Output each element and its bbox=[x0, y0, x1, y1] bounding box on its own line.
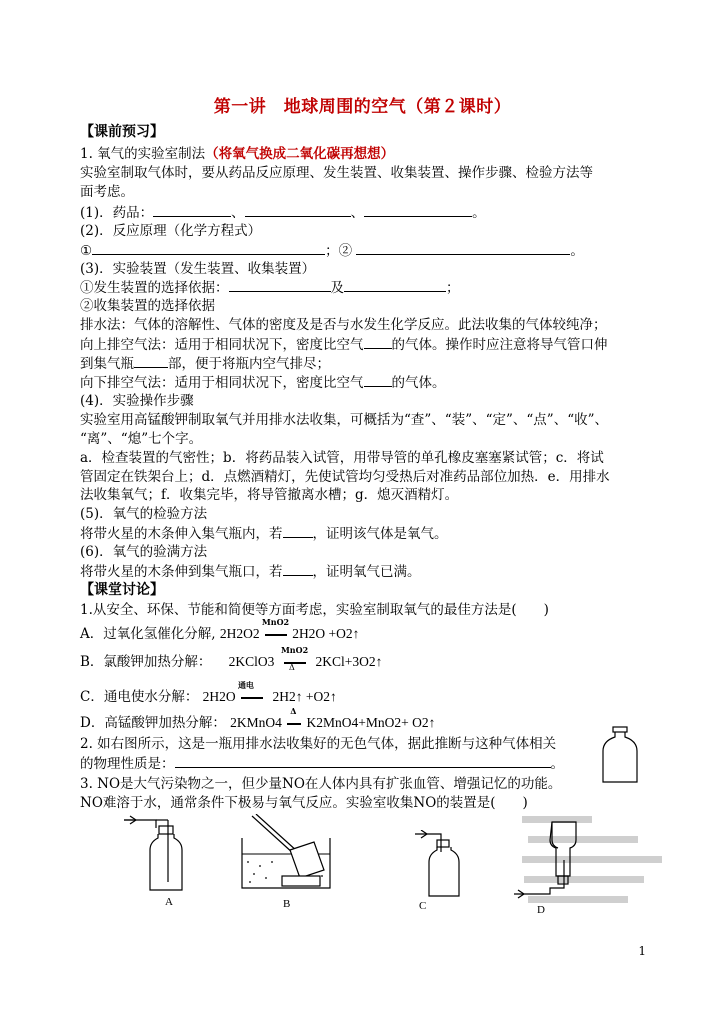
answer-blank[interactable] bbox=[364, 373, 392, 387]
text: 的物理性质是： bbox=[80, 756, 175, 772]
product: 2H2↑ +O2↑ bbox=[272, 689, 337, 704]
answer-blank[interactable] bbox=[134, 354, 168, 368]
text: 的气体。 bbox=[391, 375, 446, 391]
answer-blank[interactable] bbox=[229, 278, 331, 292]
answer-blank[interactable] bbox=[92, 241, 325, 255]
reaction-condition bbox=[280, 645, 309, 672]
option-c[interactable] bbox=[80, 680, 337, 706]
option-text: B．氯酸钾加热分解： bbox=[80, 654, 212, 670]
option-text: C．通电使水分解： bbox=[80, 689, 199, 705]
question-3: 3. NO是大气污染物之一，但少量NO在人体内具有扩张血管、增强记忆的功能。 bbox=[80, 776, 562, 792]
text-line: “离”、“熄”七个字。 bbox=[80, 431, 203, 447]
product: K2MnO4+MnO2+ O2↑ bbox=[306, 715, 436, 730]
end: 。 bbox=[570, 243, 584, 259]
heat-symbol: Δ bbox=[288, 663, 295, 672]
answer-blank[interactable] bbox=[283, 562, 313, 576]
answer-blank[interactable] bbox=[175, 754, 551, 768]
sep: 、 bbox=[231, 205, 245, 221]
end: ； bbox=[446, 280, 460, 296]
reactant: 2H2O2 bbox=[219, 626, 260, 641]
question-2: 2. 如右图所示，这是一瓶用排水法收集好的无色气体，据此推断与这种气体相关 bbox=[80, 736, 557, 752]
question-2-answer-line bbox=[80, 754, 564, 773]
section-header-discussion: 【课堂讨论】 bbox=[80, 582, 164, 598]
text: ，证明该气体是氧气。 bbox=[312, 526, 448, 542]
answer-blank[interactable] bbox=[153, 203, 231, 217]
end: 。 bbox=[550, 756, 564, 772]
text-line: a．检查装置的气密性；b．将药品装入试管，用带导管的单孔橡皮塞塞紧试管；c．将试 bbox=[80, 450, 604, 466]
text: ，证明氧气已满。 bbox=[312, 564, 421, 580]
text-line: 管固定在铁架台上；d．点燃酒精灯，先使试管均匀受热后对准药品部位加热．e．用排水 bbox=[80, 469, 610, 485]
apparatus-d-diagram bbox=[510, 820, 586, 906]
upward-line bbox=[80, 335, 608, 354]
apparatus-c-diagram bbox=[413, 830, 473, 900]
text-line: (3)．实验装置（发生装置、收集装置） bbox=[80, 261, 316, 277]
downward-line bbox=[80, 373, 446, 392]
text-line: 实验室制取气体时，要从药品反应原理、发生装置、收集装置、操作步骤、检验方法等 bbox=[80, 165, 593, 181]
text: 部，便于将瓶内空气排尽； bbox=[168, 356, 330, 372]
option-a[interactable] bbox=[80, 617, 360, 643]
option-text: A．过氧化氢催化分解, bbox=[80, 626, 216, 642]
label: ①发生装置的选择依据： bbox=[80, 280, 229, 296]
text-line: 面考虑。 bbox=[80, 184, 134, 200]
text: 将带火星的木条伸入集气瓶内，若 bbox=[80, 526, 283, 542]
text-line: 排水法：气体的溶解性、气体的密度及是否与水发生化学反应。此法收集的气体较纯净； bbox=[80, 317, 607, 333]
figure-label-c: C bbox=[419, 900, 427, 912]
gas-bottle-icon bbox=[598, 725, 642, 785]
and: 及 bbox=[330, 280, 344, 296]
reactant: 2KClO3 bbox=[228, 654, 275, 669]
answer-blank[interactable] bbox=[364, 203, 472, 217]
equation-line bbox=[80, 241, 584, 260]
sep: 、 bbox=[350, 205, 365, 221]
text: 的气体。操作时应注意将导气管口伸 bbox=[391, 337, 608, 353]
option-d[interactable] bbox=[80, 706, 436, 732]
answer-blank[interactable] bbox=[356, 241, 570, 255]
product: 2KCl+3O2↑ bbox=[315, 654, 383, 669]
apparatus-b-diagram bbox=[238, 814, 334, 894]
equals-bar bbox=[241, 697, 263, 699]
answer-blank[interactable] bbox=[344, 278, 446, 292]
figure-label-d: D bbox=[537, 904, 545, 916]
item-1-note: （将氧气换成二氧化碳再想想） bbox=[205, 146, 395, 162]
reaction-condition bbox=[237, 680, 264, 706]
figure-label-a: A bbox=[165, 896, 173, 908]
answer-blank[interactable] bbox=[245, 203, 351, 217]
text: 向上排空气法：适用于相同状况下，密度比空气 bbox=[80, 337, 364, 353]
test-line bbox=[80, 524, 448, 543]
end: 。 bbox=[472, 205, 486, 221]
equals-bar bbox=[265, 634, 287, 636]
reaction-condition bbox=[286, 706, 302, 732]
answer-blank[interactable] bbox=[283, 524, 313, 538]
drugs-label: (1)．药品： bbox=[80, 205, 154, 221]
circle-2: ；② bbox=[325, 243, 353, 259]
reactant: 2H2O bbox=[202, 689, 236, 704]
text: 到集气瓶 bbox=[80, 356, 134, 372]
question-3-line-2: NO难溶于水，通常条件下极易与氧气反应。实验室收集NO的装置是( ) bbox=[80, 795, 528, 811]
full-line bbox=[80, 562, 421, 581]
page-number: 1 bbox=[638, 944, 646, 958]
text-line: (4)．实验操作步骤 bbox=[80, 393, 194, 409]
product: 2H2O +O2↑ bbox=[292, 626, 360, 641]
item-1-heading bbox=[80, 145, 394, 163]
apparatus-a-diagram bbox=[122, 812, 202, 912]
heat-symbol: Δ bbox=[290, 706, 297, 716]
reactant: 2KMnO4 bbox=[230, 715, 282, 730]
figure-label-b: B bbox=[283, 898, 291, 910]
equals-bar bbox=[284, 662, 306, 664]
section-header-preview: 【课前预习】 bbox=[80, 124, 164, 140]
text: 将带火星的木条伸到集气瓶口，若 bbox=[80, 564, 283, 580]
text-line: 实验室用高锰酸钾制取氧气并用排水法收集，可概括为“查”、“装”、“定”、“点”、“收”、 bbox=[80, 412, 609, 428]
page-title: 第一讲 地球周围的空气（第２课时） bbox=[213, 97, 512, 117]
drugs-line bbox=[80, 203, 486, 222]
electricity-label: 通电 bbox=[237, 680, 254, 690]
option-text: D．高锰酸钾加热分解： bbox=[80, 715, 226, 731]
text-line: 法收集氧气；f．收集完毕，将导管撤离水槽；g．熄灭酒精灯。 bbox=[80, 487, 459, 503]
text-line: (2)．反应原理（化学方程式） bbox=[80, 223, 262, 239]
option-b[interactable] bbox=[80, 645, 383, 672]
text: 向下排空气法：适用于相同状况下，密度比空气 bbox=[80, 375, 364, 391]
question-1: 1.从安全、环保、节能和简便等方面考虑，实验室制取氧气的最佳方法是( ) bbox=[80, 602, 549, 618]
text-line: (5)．氧气的检验方法 bbox=[80, 506, 208, 522]
item-1-text: 1. 氧气的实验室制法 bbox=[80, 146, 206, 162]
circle-1: ① bbox=[80, 243, 93, 259]
text-line: (6)．氧气的验满方法 bbox=[80, 544, 208, 560]
equals-bar bbox=[287, 723, 301, 725]
catalyst: MnO2 bbox=[280, 645, 309, 655]
apparatus-line bbox=[80, 278, 460, 297]
bottle-line bbox=[80, 354, 330, 373]
answer-blank[interactable] bbox=[364, 335, 392, 349]
text-line: ②收集装置的选择依据 bbox=[80, 298, 215, 314]
catalyst: MnO2 bbox=[261, 617, 290, 627]
